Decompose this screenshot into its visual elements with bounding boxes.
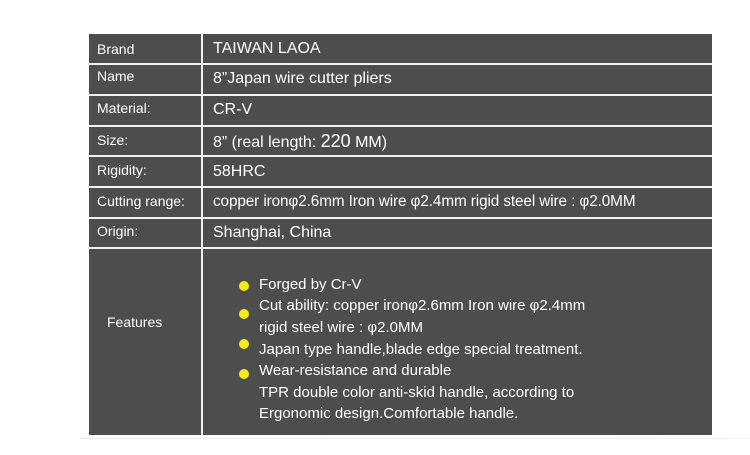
row-divider <box>89 247 712 249</box>
value-cutting-range: copper ironφ2.6mm Iron wire φ2.4mm rigid steel wire : φ2.0MM <box>213 193 636 210</box>
value-origin: Shanghai, China <box>213 224 332 241</box>
label-origin: Origin: <box>97 223 139 239</box>
value-size <box>213 126 387 158</box>
value-name: 8”Japan wire cutter pliers <box>213 70 392 87</box>
feature-line: Wear-resistance and durable <box>259 362 452 379</box>
label-rigidity: Rigidity: <box>97 162 147 178</box>
feature-line: Ergonomic design.Comfortable handle. <box>259 405 519 422</box>
value-brand: TAIWAN LAOA <box>213 40 321 57</box>
feature-line: Cut ability: copper ironφ2.6mm Iron wire φ2.4mm <box>259 297 586 314</box>
label-cutting-range: Cutting range: <box>97 193 185 209</box>
size-suffix: MM) <box>350 134 388 151</box>
row-divider <box>89 63 712 65</box>
feature-line: Forged by Cr-V <box>259 276 362 293</box>
feature-line: Japan type handle,blade edge special treatment. <box>259 341 583 358</box>
label-features: Features <box>107 314 163 330</box>
feature-line: rigid steel wire : φ2.0MM <box>259 319 423 336</box>
bullet-icon <box>239 309 249 319</box>
value-rigidity: 58HRC <box>213 163 266 180</box>
label-material: Material: <box>97 100 151 116</box>
row-divider <box>89 155 712 157</box>
feature-line: TPR double color anti-skid handle, according to <box>259 384 575 401</box>
label-name: Name <box>97 68 135 84</box>
label-size: Size: <box>97 132 129 148</box>
spec-table <box>89 34 712 435</box>
bottom-rule <box>80 438 750 439</box>
row-divider <box>89 94 712 96</box>
bullet-icon <box>239 369 249 379</box>
value-material: CR-V <box>213 101 253 118</box>
label-brand: Brand <box>97 41 135 57</box>
size-length: 220 <box>320 131 351 151</box>
bullet-icon <box>239 281 249 291</box>
bullet-icon <box>239 339 249 349</box>
row-divider <box>89 217 712 219</box>
row-divider <box>89 125 712 127</box>
size-prefix: 8” (real length: <box>213 134 321 151</box>
